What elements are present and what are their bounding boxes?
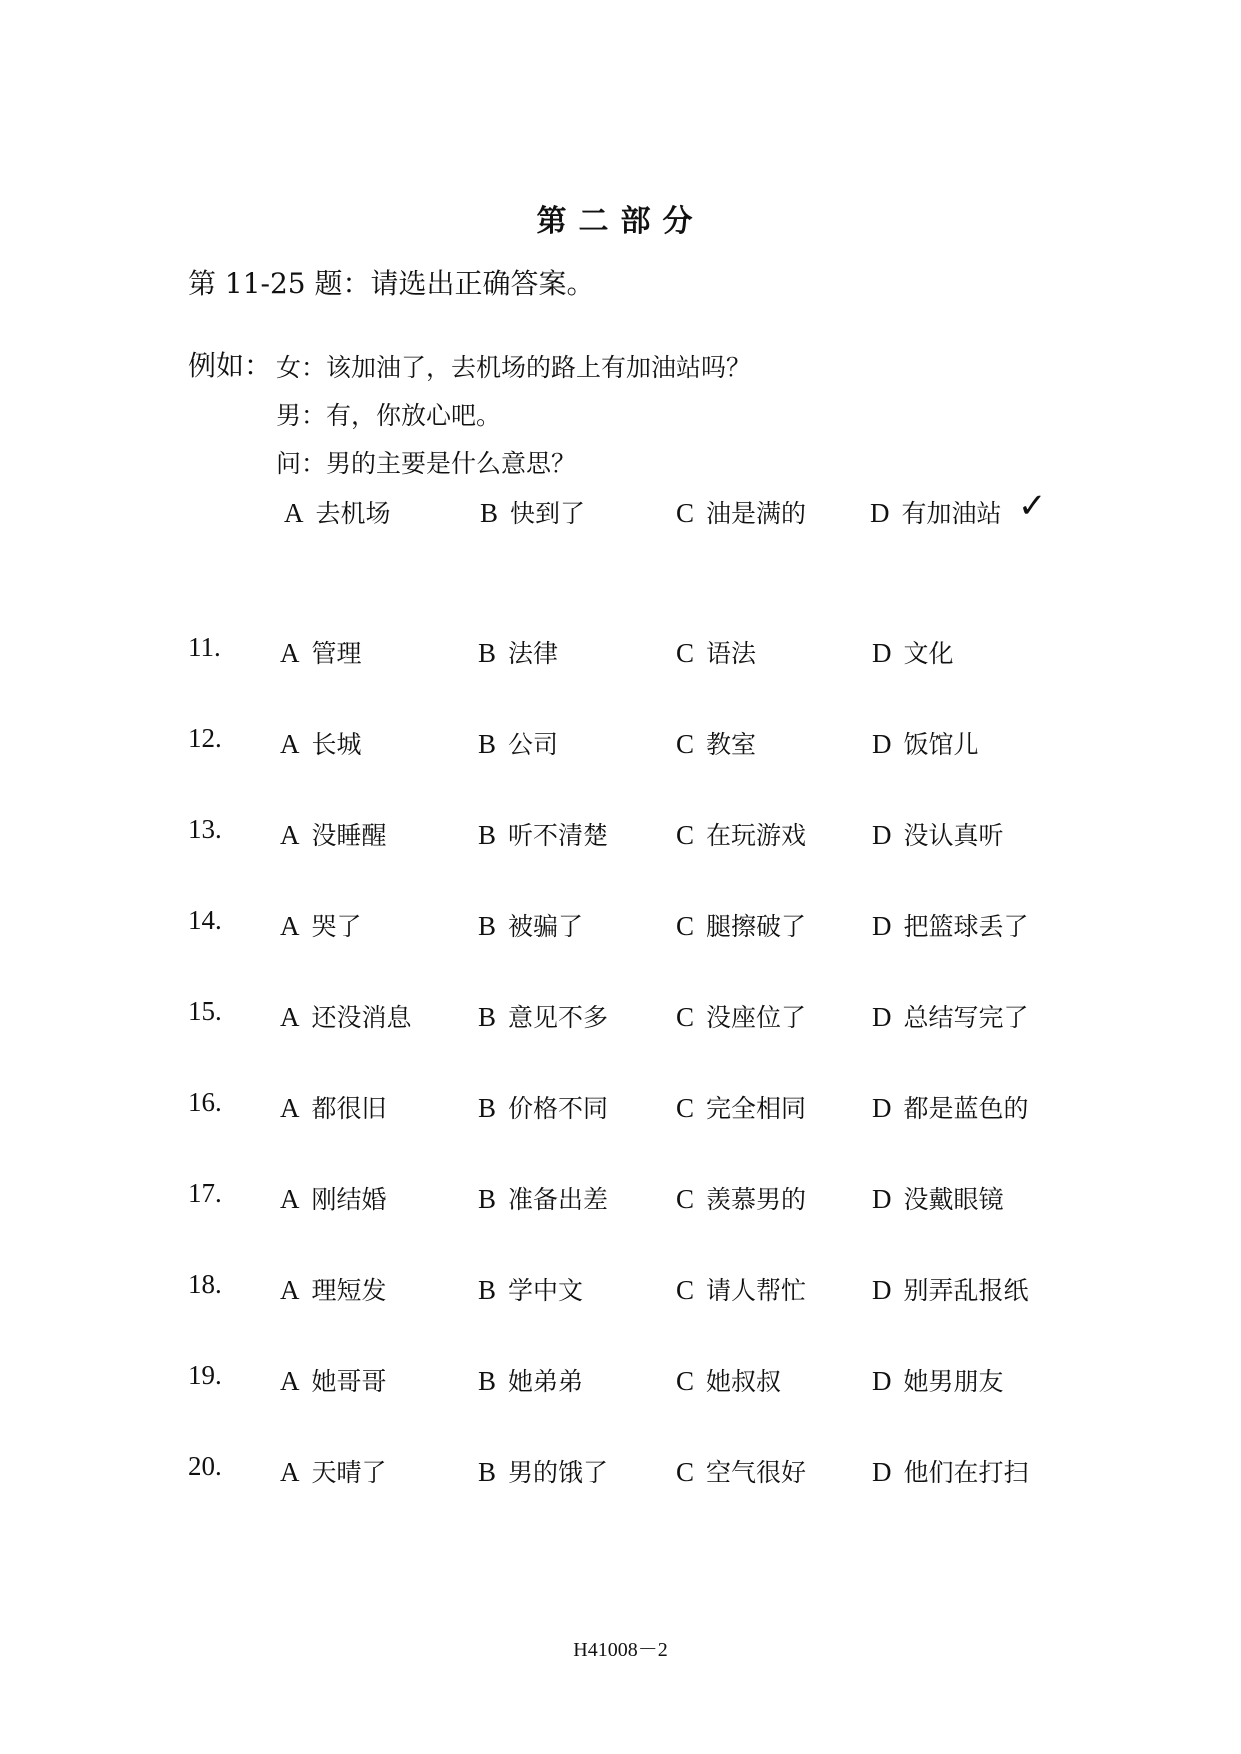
question-number: 13.	[188, 814, 222, 844]
question-option-c: C 羡慕男的	[676, 1184, 807, 1214]
question-option-b: B 学中文	[478, 1275, 584, 1305]
question-number: 17.	[188, 1178, 222, 1208]
question-option-d: D 别弄乱报纸	[872, 1275, 1029, 1305]
question-option-c: C 请人帮忙	[676, 1275, 807, 1305]
question-option-d: D 把篮球丢了	[872, 911, 1029, 941]
question-option-c: C 没座位了	[676, 1002, 807, 1032]
question-option-d: D 饭馆儿	[872, 729, 979, 759]
question-number: 11.	[188, 632, 221, 662]
question-option-b: B 价格不同	[478, 1093, 609, 1123]
question-option-d: D 没戴眼镜	[872, 1184, 1004, 1214]
question-option-d: D 没认真听	[872, 820, 1004, 850]
question-number: 18.	[188, 1269, 222, 1299]
example-label: 例如：	[188, 349, 273, 382]
question-option-c: C 语法	[676, 638, 757, 668]
question-number: 20.	[188, 1451, 222, 1481]
example-option-c: C 油是满的	[676, 498, 807, 528]
question-option-c: C 空气很好	[676, 1457, 807, 1487]
question-option-a: A 理短发	[280, 1275, 387, 1305]
example-option-d: D 有加油站	[870, 498, 1002, 528]
question-option-d: D 他们在打扫	[872, 1457, 1029, 1487]
check-mark-icon: ✓	[1018, 486, 1047, 526]
question-number: 19.	[188, 1360, 222, 1390]
question-number: 15.	[188, 996, 222, 1026]
instruction: 第 11-25 题：请选出正确答案。	[188, 267, 595, 300]
question-option-c: C 在玩游戏	[676, 820, 807, 850]
question-option-d: D 她男朋友	[872, 1366, 1004, 1396]
section-title: 第二部分	[536, 204, 705, 239]
question-option-b: B 男的饿了	[478, 1457, 609, 1487]
question-option-b: B 意见不多	[478, 1002, 609, 1032]
example-line-woman: 女：该加油了，去机场的路上有加油站吗？	[276, 353, 752, 382]
example-line-man: 男：有，你放心吧。	[276, 401, 502, 430]
example-option-a: A 去机场	[284, 498, 391, 528]
question-option-b: B 听不清楚	[478, 820, 609, 850]
page-footer: H41008－2	[573, 1639, 668, 1661]
question-option-c: C 她叔叔	[676, 1366, 782, 1396]
question-option-d: D 总结写完了	[872, 1002, 1029, 1032]
question-option-b: B 准备出差	[478, 1184, 609, 1214]
example-option-b: B 快到了	[480, 498, 586, 528]
question-option-a: A 没睡醒	[280, 820, 387, 850]
question-option-c: C 教室	[676, 729, 757, 759]
question-option-a: A 她哥哥	[280, 1366, 387, 1396]
question-option-a: A 哭了	[280, 911, 362, 941]
question-option-d: D 文化	[872, 638, 954, 668]
question-option-a: A 都很旧	[280, 1093, 387, 1123]
question-number: 12.	[188, 723, 222, 753]
question-option-a: A 长城	[280, 729, 362, 759]
question-option-d: D 都是蓝色的	[872, 1093, 1029, 1123]
question-option-c: C 腿擦破了	[676, 911, 807, 941]
question-option-c: C 完全相同	[676, 1093, 807, 1123]
question-option-b: B 法律	[478, 638, 559, 668]
question-option-a: A 还没消息	[280, 1002, 412, 1032]
question-number: 16.	[188, 1087, 222, 1117]
question-option-b: B 她弟弟	[478, 1366, 584, 1396]
question-option-b: B 公司	[478, 729, 559, 759]
question-option-a: A 管理	[280, 638, 362, 668]
question-option-a: A 刚结婚	[280, 1184, 387, 1214]
question-number: 14.	[188, 905, 222, 935]
example-line-question: 问：男的主要是什么意思？	[276, 449, 577, 478]
question-option-b: B 被骗了	[478, 911, 584, 941]
question-option-a: A 天晴了	[280, 1457, 387, 1487]
